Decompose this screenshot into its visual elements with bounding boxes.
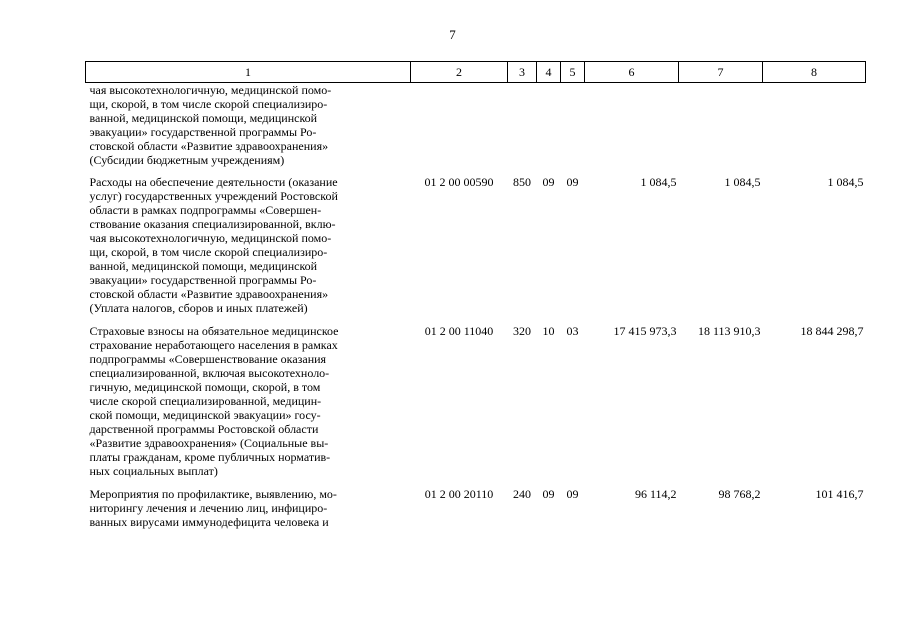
description-line: щи, скорой, в том числе скорой специализиро- <box>89 97 328 111</box>
target-article-code: 01 2 00 20110 <box>424 487 494 501</box>
amount-col-8: 1 084,5 <box>827 175 864 189</box>
budget-table <box>85 61 866 538</box>
header-col-5: 5 <box>561 62 585 83</box>
description-line: Страховые взносы на обязательное медицинское <box>89 324 339 338</box>
table-row-continuation <box>86 83 866 176</box>
description-line: ванной, медицинской помощи, медицинской <box>89 111 318 125</box>
description-line: ствование оказания специализированной, вклю- <box>89 217 336 231</box>
expense-type-code: 320 <box>513 324 531 338</box>
expense-type-code: 850 <box>513 175 531 189</box>
description-line: гичную, медицинской помощи, скорой, в том <box>89 380 321 394</box>
description-line: ниторингу лечения и лечению лиц, инфициро- <box>89 501 328 515</box>
description-line: эвакуации» государственной программы Ро- <box>89 273 317 287</box>
header-col-3: 3 <box>508 62 537 83</box>
description-line: страхование неработающего населения в рамках <box>89 338 338 352</box>
description-line: эвакуации» государственной программы Ро- <box>89 125 317 139</box>
table-row <box>86 175 866 324</box>
page-number: 7 <box>449 27 456 42</box>
amount-col-8: 18 844 298,7 <box>800 324 864 338</box>
table-row <box>86 324 866 487</box>
amount-col-6: 1 084,5 <box>640 175 677 189</box>
description-line: ных социальных выплат) <box>89 464 218 478</box>
description-line: щи, скорой, в том числе скорой специализиро- <box>89 245 328 259</box>
description-line: специализированной, включая высокотехноло- <box>89 366 330 380</box>
header-col-8: 8 <box>763 62 866 83</box>
target-article-code: 01 2 00 11040 <box>424 324 494 338</box>
description-line: чая высокотехнологичную, медицинской помо- <box>89 83 332 97</box>
description-line: «Развитие здравоохранения» (Социальные вы- <box>89 436 329 450</box>
subsection-code: 09 <box>566 487 579 501</box>
description-line: подпрограммы «Совершенствование оказания <box>89 352 327 366</box>
amount-col-7: 1 084,5 <box>724 175 761 189</box>
description-line: стовской области «Развитие здравоохранения» <box>89 287 329 301</box>
amount-col-7: 98 768,2 <box>718 487 761 501</box>
header-col-2: 2 <box>411 62 508 83</box>
amount-col-7: 18 113 910,3 <box>697 324 761 338</box>
expense-type-code: 240 <box>513 487 531 501</box>
description-line: ванных вирусами иммунодефицита человека и <box>89 515 329 529</box>
description-line: (Уплата налогов, сборов и иных платежей) <box>89 301 308 315</box>
header-col-1: 1 <box>86 62 411 83</box>
description-line: услуг) государственных учреждений Ростовской <box>89 189 338 203</box>
description-line: ской помощи, медицинской эвакуации» госу- <box>89 408 321 422</box>
description-line: Мероприятия по профилактике, выявлению, мо- <box>89 487 337 501</box>
header-row <box>86 62 866 83</box>
row-description <box>86 487 411 538</box>
row-description <box>86 324 411 487</box>
subsection-code: 09 <box>566 175 579 189</box>
description-line: дарственной программы Ростовской области <box>89 422 319 436</box>
header-col-7: 7 <box>679 62 763 83</box>
table-row <box>86 487 866 538</box>
amount-col-6: 17 415 973,3 <box>613 324 677 338</box>
description-line: числе скорой специализированной, медицин- <box>89 394 322 408</box>
description-line: (Субсидии бюджетным учреждениям) <box>89 153 285 167</box>
target-article-code: 01 2 00 00590 <box>424 175 494 189</box>
description-line: стовской области «Развитие здравоохранения» <box>89 139 329 153</box>
amount-col-6: 96 114,2 <box>634 487 677 501</box>
continuation-description <box>86 83 411 176</box>
description-line: Расходы на обеспечение деятельности (оказание <box>89 175 338 189</box>
section-code: 10 <box>542 324 555 338</box>
description-line: платы гражданам, кроме публичных норматив- <box>89 450 331 464</box>
section-code: 09 <box>542 487 555 501</box>
header-col-6: 6 <box>585 62 679 83</box>
amount-col-8: 101 416,7 <box>815 487 864 501</box>
description-line: чая высокотехнологичную, медицинской помо- <box>89 231 332 245</box>
description-line: ванной, медицинской помощи, медицинской <box>89 259 318 273</box>
section-code: 09 <box>542 175 555 189</box>
subsection-code: 03 <box>566 324 579 338</box>
description-line: области в рамках подпрограммы «Совершен- <box>89 203 322 217</box>
row-description <box>86 175 411 324</box>
header-col-4: 4 <box>537 62 561 83</box>
